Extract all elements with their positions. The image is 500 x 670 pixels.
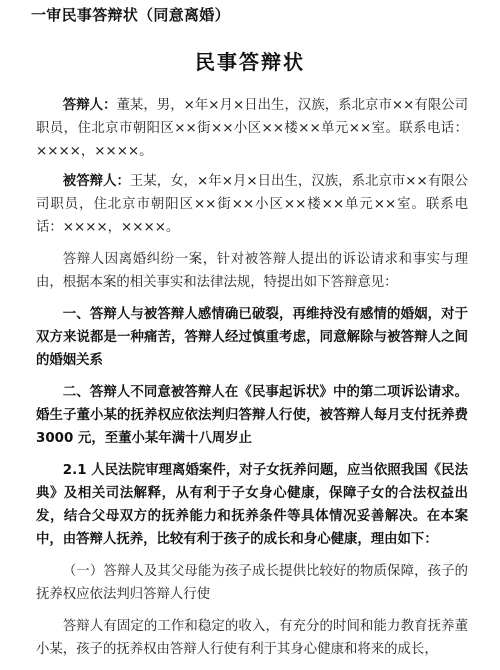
point-one-paragraph: 一、答辩人与被答辩人感情确已破裂，再维持没有感情的婚姻，对于双方来说都是一种痛苦，答辩人经过慎重考虑，同意解除与被答辩人之间的婚姻关系 bbox=[36, 306, 468, 369]
intro-paragraph: 答辩人因离婚纠纷一案，针对被答辩人提出的诉讼请求和事实与理由，根据本案的相关事实和法律法规，特提出如下答辩意见： bbox=[36, 251, 468, 290]
point-two-one-paragraph: 2.1 人民法院审理离婚案件，对子女抚养问题，应当依照我国《民法典》及相关司法解释，从有利于子女身心健康，保障子女的合法权益出发，结合父母双方的抚养能力和抚养条件等具体情况妥善解决。在本案中，由答辩人抚养，比较有利于孩子的成长和身心健康，理由如下： bbox=[36, 462, 468, 548]
sub-point-one-text: 答辩人有固定的工作和稳定的收入，有充分的时间和能力教育抚养董小某，孩子的抚养权由答辩人行使有利于其身心健康和将来的成长， bbox=[36, 619, 468, 658]
sub-point-one-paragraph: （一）答辩人及其父母能为孩子成长提供比较好的物质保障，孩子的抚养权应依法判归答辩人行使 bbox=[36, 564, 468, 603]
respondent-text: 董某，男，×年×月×日出生，汉族，系北京市××有限公司职员，住北京市朝阳区××街××小区××楼××单元××室。联系电话：××××，××××。 bbox=[36, 98, 468, 160]
respondent-label: 答辩人： bbox=[62, 98, 117, 113]
header-title: 一审民事答辩状（同意离婚） bbox=[31, 6, 230, 24]
document-title: 民事答辩状 bbox=[195, 50, 305, 74]
document-body bbox=[36, 94, 468, 670]
answered-party-paragraph bbox=[36, 170, 468, 240]
respondent-paragraph bbox=[36, 94, 468, 164]
answered-party-label: 被答辩人： bbox=[62, 173, 130, 189]
point-two-paragraph: 二、答辩人不同意被答辩人在《民事起诉状》中的第二项诉讼请求。婚生子董小某的抚养权应依法判归答辩人行使，被答辩人每月支付抚养费 3000 元，至董小某年满十八周岁止 bbox=[36, 384, 468, 447]
answered-party-text: 王某，女，×年×月×日出生，汉族，系北京市××有限公司职员，住北京市朝阳区××街××小区××楼××单元××室。联系电话：××××，××××。 bbox=[36, 173, 468, 236]
